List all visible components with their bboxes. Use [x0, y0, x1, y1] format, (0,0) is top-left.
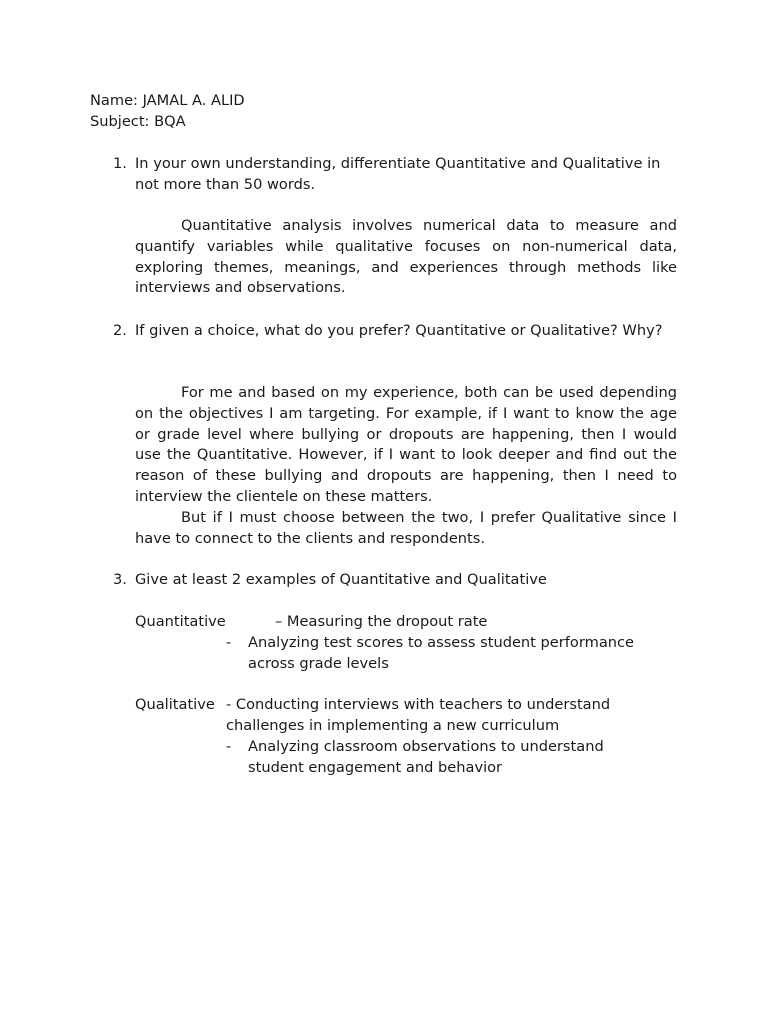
qualitative-example-1-line-1: - Conducting interviews with teachers to understand: [226, 696, 611, 713]
question-3-number: 3.: [113, 571, 127, 588]
student-name: Name: JAMAL A. ALID: [90, 92, 245, 109]
subject-line: Subject: BQA: [90, 112, 186, 130]
question-2: [113, 321, 683, 342]
question-3: [113, 570, 683, 591]
qualitative-examples: [135, 695, 695, 779]
quantitative-label: Quantitative: [135, 613, 226, 630]
question-1: [113, 154, 683, 196]
quantitative-examples: [135, 612, 695, 676]
answer-1-paragraph: Quantitative analysis involves numerical data to measure and quantify variables while qualitative focuses on non-numerical data, exploring themes, meanings, and experiences through methods like interviews and observations.: [135, 217, 677, 297]
quantitative-example-2-line-1: Analyzing test scores to assess student performance: [248, 634, 635, 651]
answer-2-paragraph-2: But if I must choose between the two, I prefer Qualitative since I have to connect to the clients and respondents.: [135, 508, 677, 547]
question-3-text: Give at least 2 examples of Quantitative and Qualitative: [135, 571, 547, 588]
answer-1: [135, 216, 677, 299]
question-1-number: 1.: [113, 155, 127, 172]
question-2-text: If given a choice, what do you prefer? Quantitative or Qualitative? Why?: [135, 322, 663, 339]
quantitative-example-2-bullet: -: [226, 634, 232, 651]
quantitative-example-1: – Measuring the dropout rate: [275, 613, 488, 630]
answer-2: [135, 383, 677, 549]
question-1-text: In your own understanding, differentiate Quantitative and Qualitative in not more than 50 words.: [135, 155, 661, 193]
qualitative-example-1-line-2: challenges in implementing a new curriculum: [226, 717, 560, 734]
answer-2-paragraph-1: For me and based on my experience, both can be used depending on the objectives I am targeting. For example, if I want to know the age or grade level where bullying or dropouts are happening, then I would use the Quantitative. However, if I want to look deeper and find out the reason of these bullying and dropouts are happening, then I need to interview the clientele on these matters.: [135, 384, 677, 505]
document-header: [90, 91, 245, 133]
qualitative-example-2-line-1: Analyzing classroom observations to understand: [248, 738, 604, 755]
qualitative-example-2-bullet: -: [226, 738, 232, 755]
qualitative-example-2-line-2: student engagement and behavior: [248, 759, 503, 776]
question-2-number: 2.: [113, 322, 127, 339]
quantitative-example-2-line-2: across grade levels: [248, 655, 389, 672]
qualitative-label: Qualitative: [135, 696, 215, 713]
